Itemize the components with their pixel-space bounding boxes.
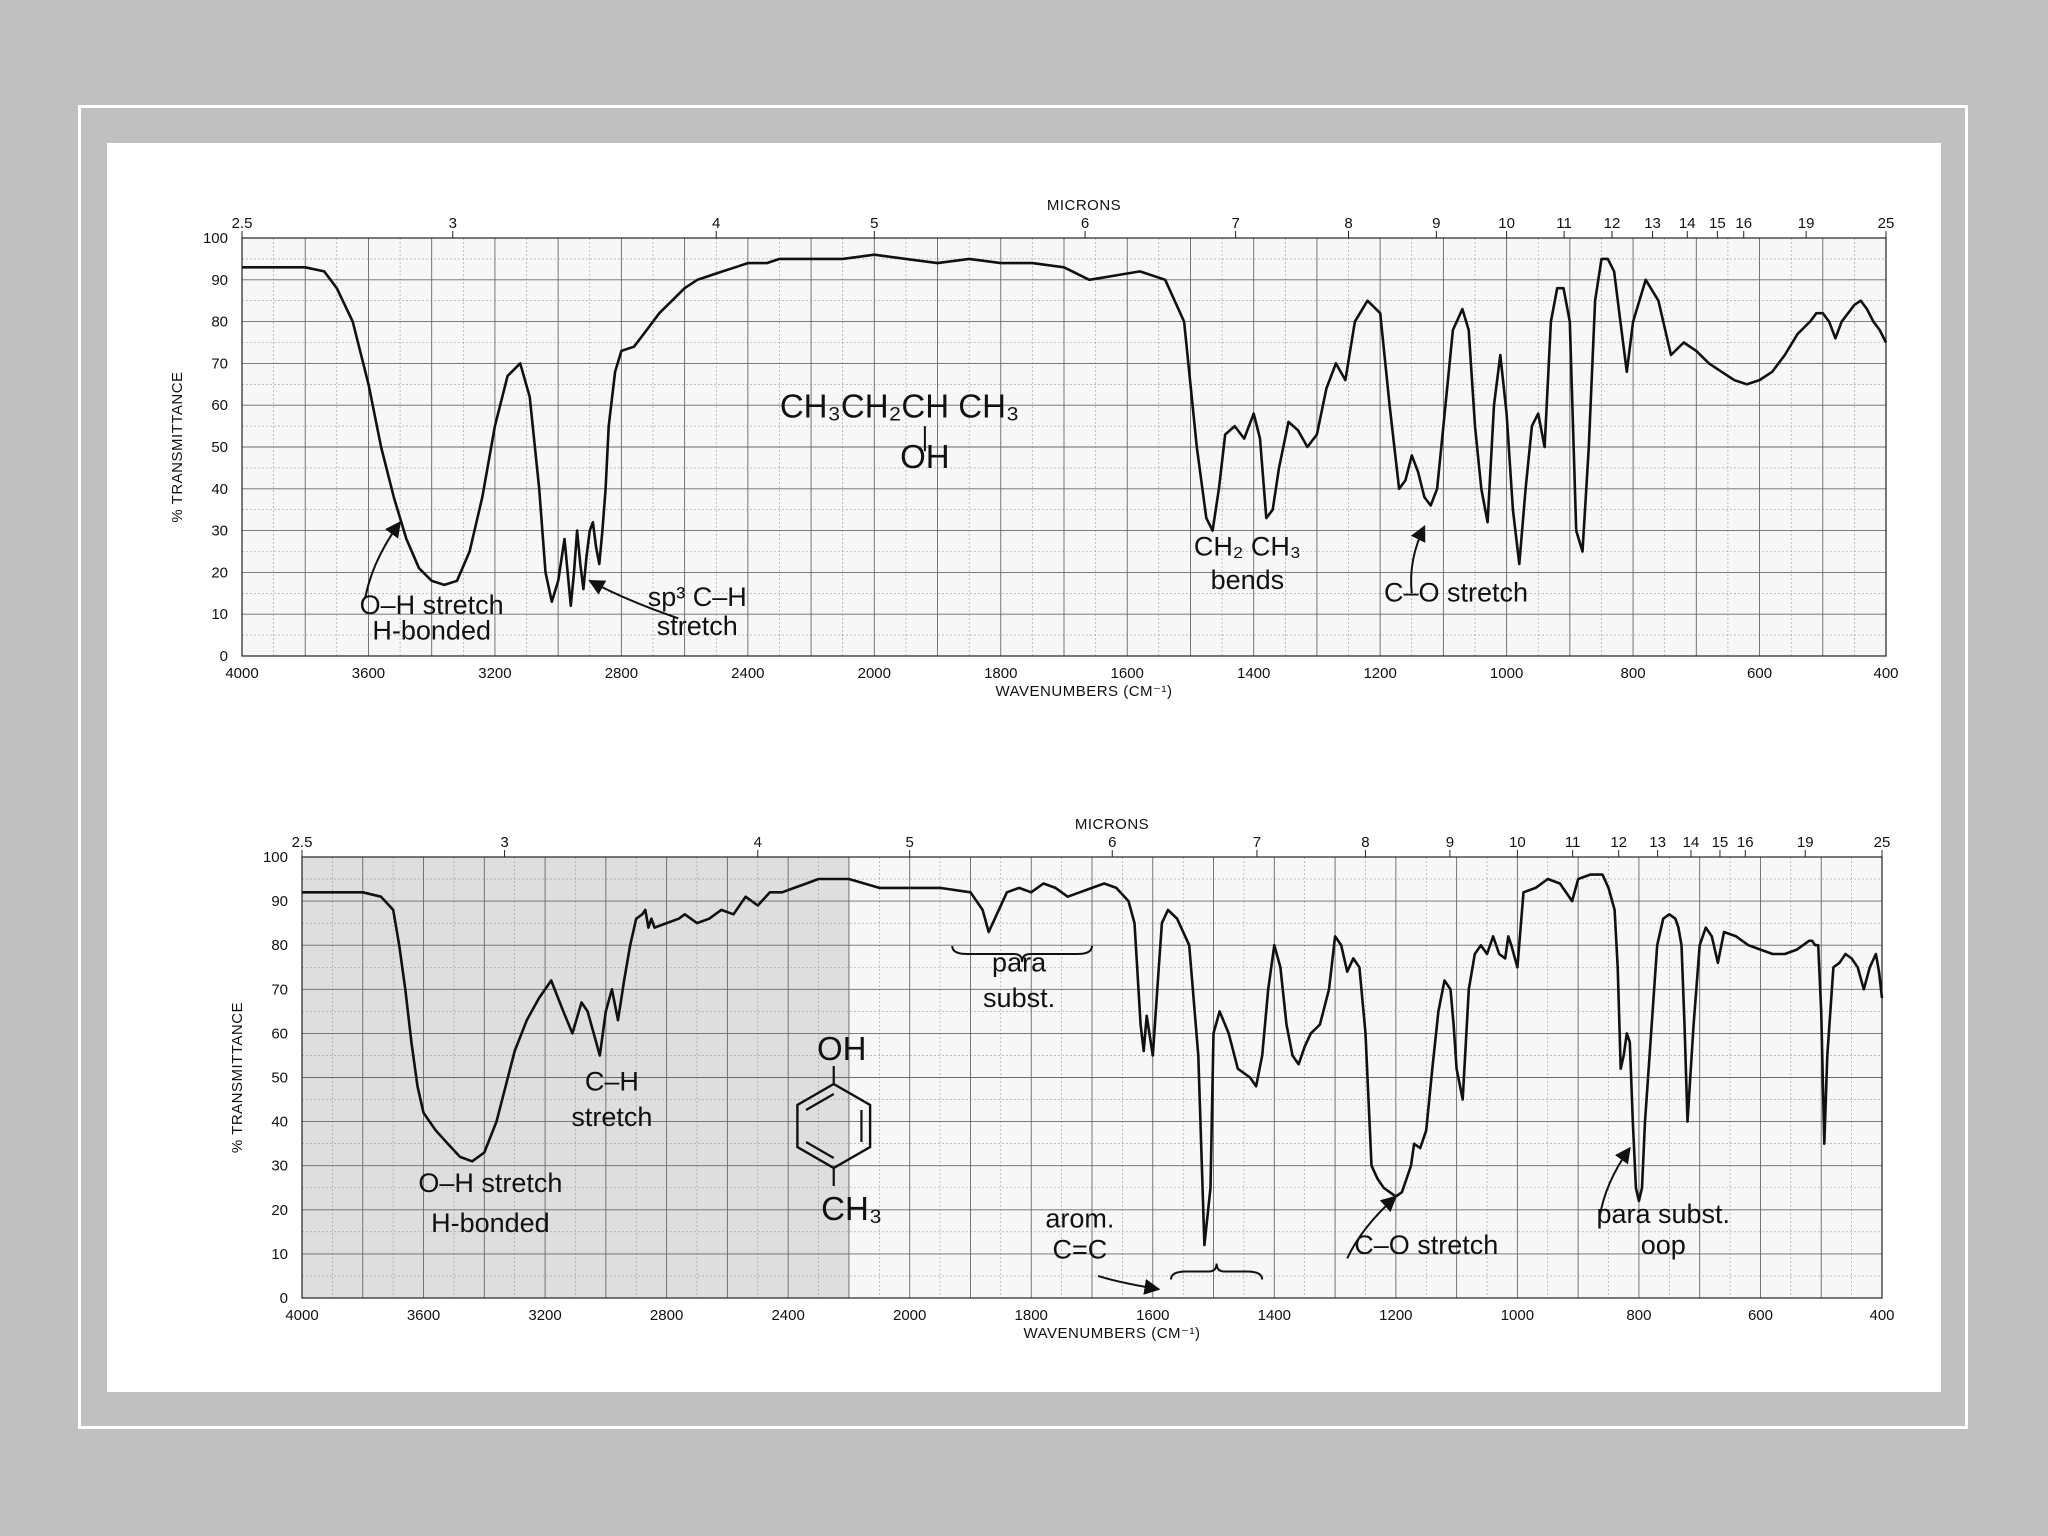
spectrum-panel-2 — [229, 816, 1895, 1342]
y-tick-label: 80 — [271, 937, 288, 955]
annotation-label: subst. — [983, 982, 1056, 1013]
y-tick-label: 100 — [202, 230, 228, 247]
x-tick-label: 4000 — [285, 1307, 319, 1324]
annotation-label: C–H — [584, 1066, 639, 1097]
annotation-label: para — [992, 947, 1047, 978]
y-axis-label: % TRANSMITTANCE — [169, 371, 186, 523]
y-tick-label: 90 — [211, 271, 228, 289]
micron-tick-label: 16 — [1735, 215, 1753, 232]
micron-tick-label: 5 — [870, 215, 879, 232]
annotation-label: oop — [1640, 1229, 1686, 1260]
micron-tick-label: 2.5 — [231, 215, 253, 232]
x-tick-label: 1400 — [1257, 1307, 1291, 1324]
spectrum-panel-1 — [169, 197, 1899, 700]
micron-tick-label: 8 — [1344, 215, 1353, 232]
micron-tick-label: 13 — [1644, 215, 1661, 232]
x-tick-label: 800 — [1626, 1307, 1652, 1324]
x-axis-label: WAVENUMBERS (CM⁻¹) — [1023, 1325, 1201, 1342]
y-tick-label: 50 — [271, 1069, 288, 1087]
micron-tick-label: 19 — [1797, 215, 1815, 232]
micron-tick-label: 7 — [1231, 215, 1240, 232]
x-tick-label: 2400 — [731, 665, 765, 682]
annotation-label: arom. — [1045, 1203, 1115, 1234]
micron-tick-label: 3 — [500, 834, 509, 851]
micron-tick-label: 7 — [1252, 834, 1262, 851]
x-tick-label: 1800 — [1014, 1307, 1048, 1324]
x-tick-label: 800 — [1620, 665, 1646, 682]
annotation-label: C=C — [1052, 1234, 1108, 1265]
annotation-label: para subst. — [1596, 1199, 1731, 1230]
micron-tick-label: 9 — [1432, 215, 1441, 232]
annotation-label: stretch — [571, 1102, 653, 1133]
y-tick-label: 50 — [211, 439, 228, 456]
micron-tick-label: 11 — [1564, 834, 1581, 851]
x-tick-label: 1200 — [1379, 1307, 1413, 1324]
x-tick-label: 1800 — [984, 665, 1018, 682]
micron-tick-label: 8 — [1361, 834, 1370, 851]
annotation-label: CH₂ CH₃ — [1193, 531, 1301, 562]
y-tick-label: 70 — [271, 981, 288, 999]
y-tick-label: 10 — [211, 606, 228, 624]
x-tick-label: 2800 — [649, 1307, 684, 1324]
micron-tick-label: 2.5 — [291, 834, 313, 851]
micron-tick-label: 4 — [712, 215, 721, 232]
y-tick-label: 60 — [211, 397, 228, 415]
micron-tick-label: 9 — [1445, 834, 1455, 851]
annotation-label: bends — [1210, 565, 1285, 596]
micron-tick-label: 14 — [1678, 215, 1696, 232]
micron-tick-label: 16 — [1736, 834, 1754, 851]
x-tick-label: 3600 — [351, 665, 386, 682]
micron-tick-label: 6 — [1108, 834, 1117, 851]
micron-tick-label: 12 — [1610, 834, 1628, 851]
annotation-label: sp³ C–H — [647, 581, 747, 612]
micron-tick-label: 12 — [1603, 215, 1621, 232]
annotation-label: C–O stretch — [1354, 1229, 1499, 1260]
micron-tick-label: 13 — [1649, 834, 1666, 851]
x-tick-label: 400 — [1869, 1307, 1895, 1324]
micron-tick-label: 19 — [1796, 834, 1814, 851]
y-tick-label: 60 — [271, 1025, 288, 1043]
y-tick-label: 30 — [271, 1157, 288, 1175]
y-tick-label: 80 — [211, 313, 228, 331]
x-tick-label: 1600 — [1136, 1307, 1170, 1324]
annotation-label: C–O stretch — [1384, 577, 1529, 608]
x-tick-label: 2800 — [604, 665, 639, 682]
x-axis-label: WAVENUMBERS (CM⁻¹) — [995, 683, 1173, 700]
molecule-oh: OH — [900, 437, 950, 475]
y-tick-label: 0 — [219, 648, 228, 665]
micron-tick-label: 15 — [1711, 834, 1729, 851]
x-tick-label: 4000 — [225, 665, 259, 682]
annotation-label: O–H stretch — [418, 1168, 563, 1199]
molecule-oh: OH — [816, 1030, 867, 1068]
x-tick-label: 2400 — [771, 1307, 805, 1324]
micron-axis-label: MICRONS — [1046, 197, 1122, 214]
micron-tick-label: 11 — [1556, 215, 1572, 232]
x-tick-label: 3200 — [478, 665, 512, 682]
y-tick-label: 90 — [271, 893, 288, 911]
micron-tick-label: 6 — [1080, 215, 1090, 232]
y-tick-label: 40 — [211, 480, 228, 498]
x-tick-label: 600 — [1747, 1307, 1773, 1324]
x-tick-label: 1000 — [1489, 665, 1524, 682]
x-tick-label: 2000 — [893, 1307, 927, 1324]
x-tick-label: 400 — [1873, 665, 1899, 682]
micron-axis-label: MICRONS — [1074, 816, 1150, 833]
micron-tick-label: 10 — [1509, 834, 1526, 851]
micron-tick-label: 15 — [1709, 215, 1726, 232]
x-tick-label: 600 — [1747, 665, 1773, 682]
x-tick-label: 1200 — [1363, 665, 1397, 682]
y-tick-label: 20 — [211, 564, 228, 582]
x-tick-label: 1400 — [1237, 665, 1271, 682]
x-tick-label: 3600 — [406, 1307, 441, 1324]
x-tick-label: 1000 — [1500, 1307, 1535, 1324]
annotation-label: H-bonded — [431, 1207, 550, 1238]
micron-tick-label: 4 — [753, 834, 762, 851]
molecule-ch3: CH₃ — [821, 1190, 883, 1228]
y-tick-label: 40 — [271, 1113, 288, 1131]
y-tick-label: 20 — [271, 1201, 288, 1219]
annotation-label: O–H stretch — [359, 590, 504, 621]
y-axis-label: % TRANSMITTANCE — [229, 1001, 246, 1154]
micron-tick-label: 3 — [448, 215, 457, 232]
micron-tick-label: 10 — [1498, 215, 1515, 232]
annotation-label: stretch — [656, 611, 738, 642]
molecule-formula: CH₃CH₂CH CH₃ — [779, 387, 1020, 425]
x-tick-label: 3200 — [528, 1307, 562, 1324]
annotation-label: H-bonded — [372, 615, 491, 646]
y-tick-label: 100 — [262, 849, 288, 866]
y-tick-label: 70 — [211, 355, 228, 373]
micron-tick-label: 14 — [1682, 834, 1700, 851]
micron-tick-label: 25 — [1873, 834, 1891, 851]
micron-tick-label: 5 — [905, 834, 914, 851]
y-tick-label: 10 — [271, 1245, 288, 1263]
y-tick-label: 0 — [279, 1290, 288, 1307]
x-tick-label: 2000 — [857, 665, 891, 682]
y-tick-label: 30 — [211, 522, 228, 540]
micron-tick-label: 25 — [1877, 215, 1895, 232]
x-tick-label: 1600 — [1110, 665, 1144, 682]
